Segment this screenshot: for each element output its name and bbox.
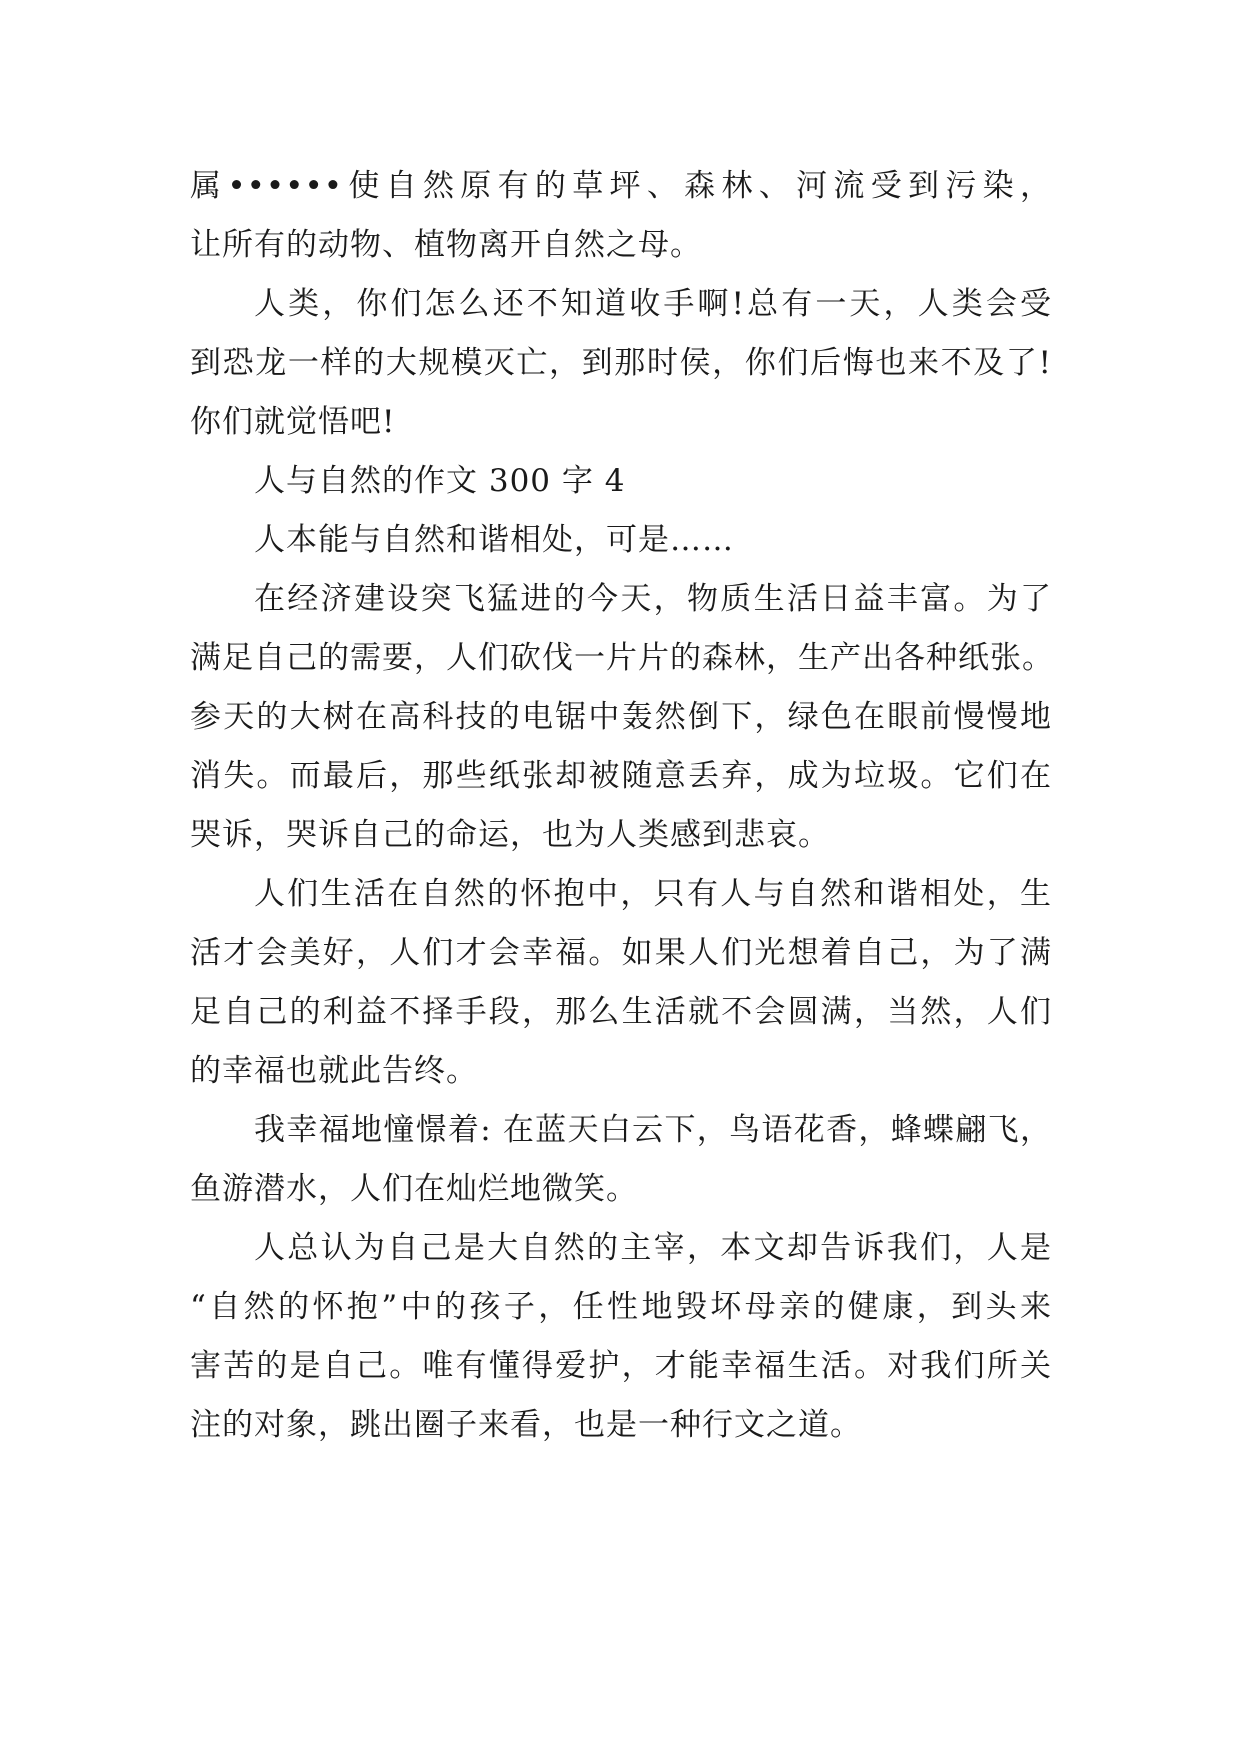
text-line: 人们生活在自然的怀抱中，只有人与自然和谐相处，生: [254, 876, 1052, 912]
text-line: 到恐龙一样的大规模灭亡，到那时侯，你们后悔也来不及了!: [190, 345, 1052, 381]
text-line: 参天的大树在高科技的电锯中轰然倒下，绿色在眼前慢慢地: [190, 699, 1052, 735]
text-line: 在经济建设突飞猛进的今天，物质生活日益丰富。为了: [254, 581, 1052, 617]
text-line: 害苦的是自己。唯有懂得爱护，才能幸福生活。对我们所关: [190, 1348, 1052, 1384]
text-line: 我幸福地憧憬着: 在蓝天白云下，鸟语花香，蜂蝶翩飞，: [254, 1112, 1052, 1148]
section-heading: 人与自然的作文 300 字 4: [254, 463, 626, 499]
text-line: “自然的怀抱”中的孩子，任性地毁坏母亲的健康，到头来: [190, 1289, 1052, 1325]
text-line: 人类，你们怎么还不知道收手啊!总有一天，人类会受: [254, 286, 1052, 322]
text-line: 鱼游潜水，人们在灿烂地微笑。: [190, 1171, 638, 1207]
text-line: 活才会美好，人们才会幸福。如果人们光想着自己，为了满: [190, 935, 1052, 971]
text-line: 消失。而最后，那些纸张却被随意丢弃，成为垃圾。它们在: [190, 758, 1052, 794]
text-line: 人本能与自然和谐相处，可是……: [254, 522, 734, 558]
text-line: 让所有的动物、植物离开自然之母。: [190, 227, 702, 263]
text-line: 哭诉，哭诉自己的命运，也为人类感到悲哀。: [190, 817, 830, 853]
document-body: [190, 157, 1052, 1455]
text-line: 注的对象，跳出圈子来看，也是一种行文之道。: [190, 1407, 862, 1443]
text-line: 足自己的利益不择手段，那么生活就不会圆满，当然，人们: [190, 994, 1052, 1030]
text-line: 的幸福也就此告终。: [190, 1053, 478, 1089]
text-line: 属••••••使自然原有的草坪、森林、河流受到污染，: [190, 168, 1052, 204]
text-line: 你们就觉悟吧!: [190, 404, 396, 440]
text-line: 人总认为自己是大自然的主宰，本文却告诉我们，人是: [254, 1230, 1052, 1266]
text-line: 满足自己的需要，人们砍伐一片片的森林，生产出各种纸张。: [190, 640, 1054, 676]
